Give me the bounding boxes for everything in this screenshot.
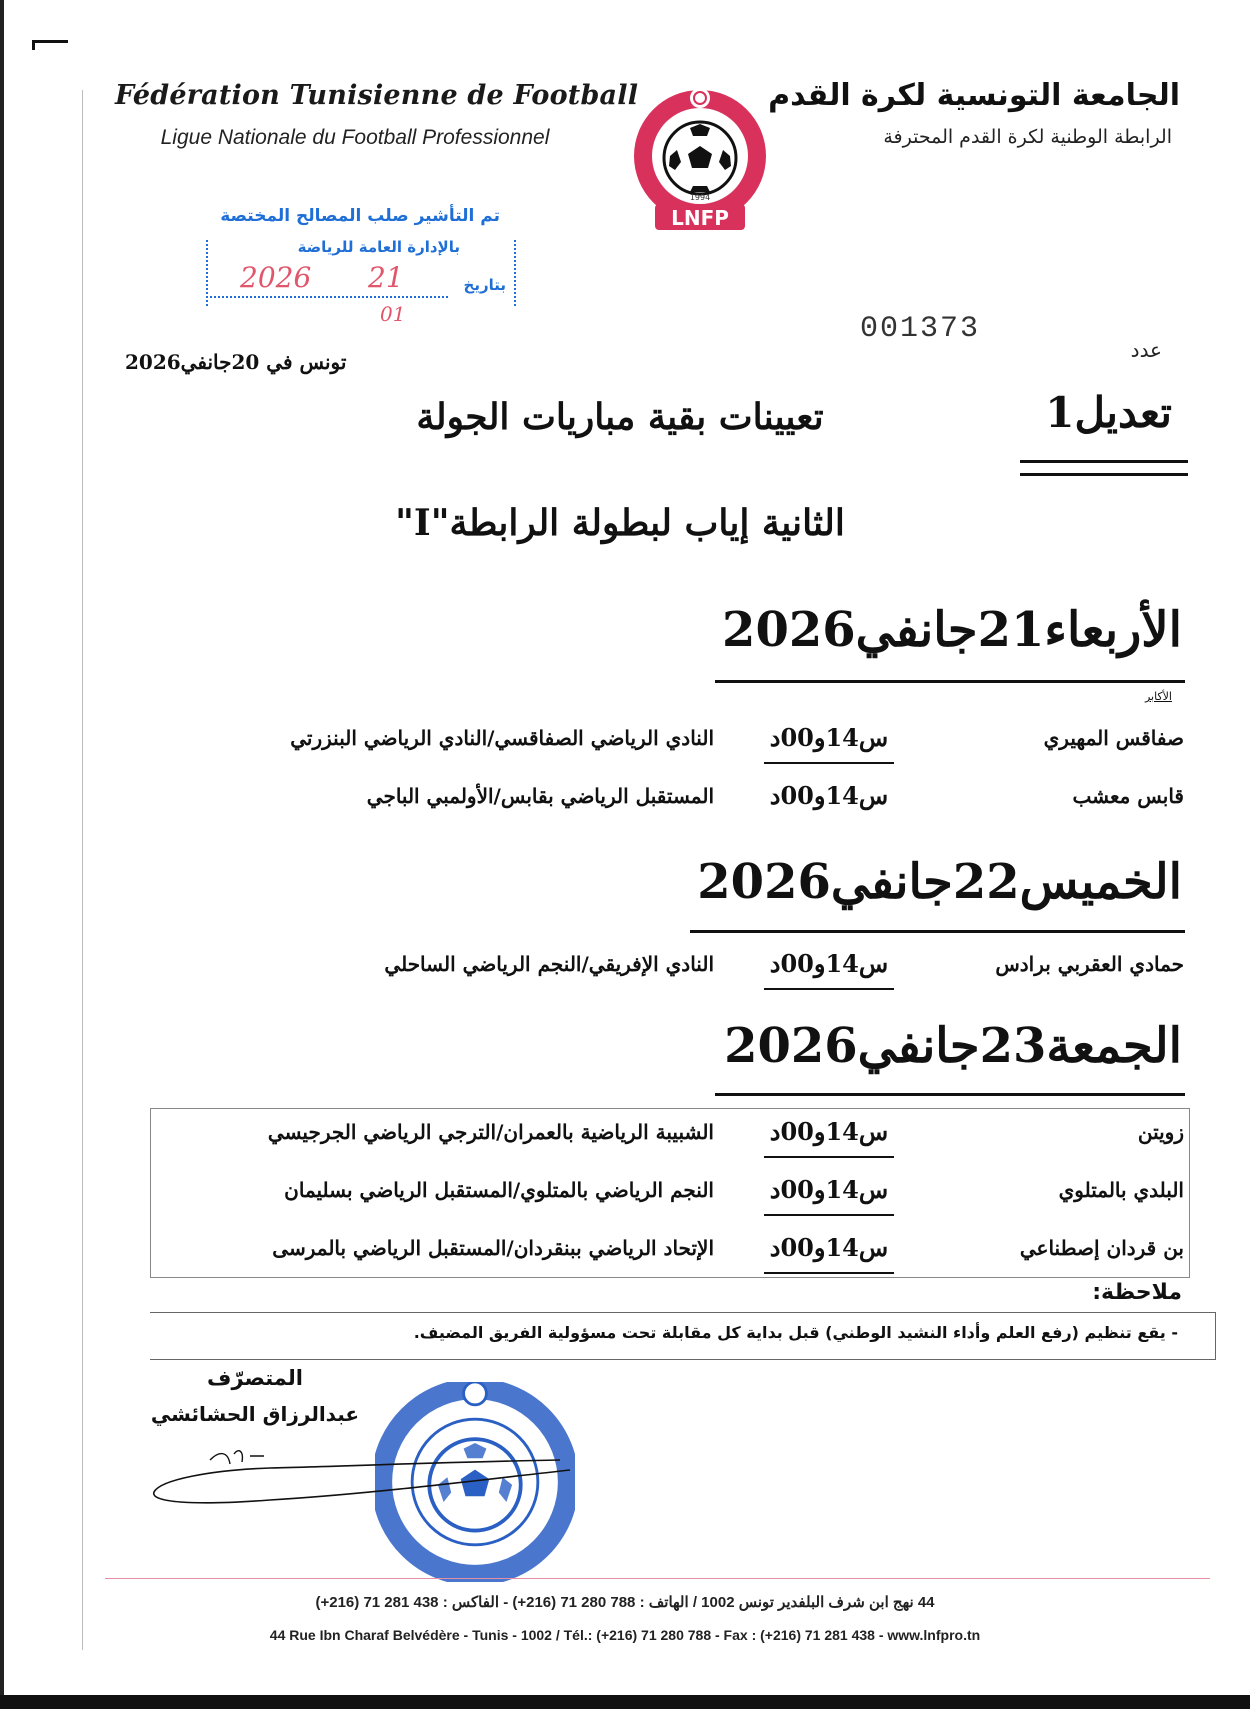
stamp-handwritten-day: 21	[368, 261, 404, 294]
match-row	[64, 1117, 1184, 1160]
day-rule	[715, 680, 1185, 683]
scan-left-edge	[0, 0, 4, 1709]
amendment-underline	[1020, 460, 1188, 476]
match-time: س14و00د	[764, 949, 894, 990]
title-line-1: تعيينات بقية مباريات الجولة	[416, 396, 824, 438]
day-heading-wednesday: الأربعاء21جانفي2026	[722, 602, 1182, 658]
match-teams: المستقبل الرياضي بقابس/الأولمبي الباجي	[366, 784, 714, 808]
stamp-border-left	[206, 240, 208, 306]
lnfp-logo-icon	[615, 86, 785, 234]
signatory-name: عبدالرزاق الحشائشي	[150, 1402, 360, 1426]
stamp-handwritten-month: 01	[380, 302, 406, 326]
match-time: س14و00د	[764, 1117, 894, 1158]
stamp-border-right	[514, 240, 516, 306]
reference-label: عدد	[1130, 338, 1162, 362]
match-row	[64, 949, 1184, 992]
reference-number: 001373	[860, 312, 981, 346]
match-time: س14و00د	[764, 1175, 894, 1216]
federation-name-ar: الجامعة التونسية لكرة القدم	[768, 78, 1180, 113]
match-time: س14و00د	[764, 1233, 894, 1274]
title-line-2: الثانية إياب لبطولة الرابطة"I"	[395, 502, 845, 544]
scan-bottom-edge	[0, 1695, 1250, 1709]
match-time: س14و00د	[764, 723, 894, 764]
handwritten-signature-icon	[150, 1440, 580, 1510]
approval-stamp	[200, 200, 520, 330]
match-teams: النادي الإفريقي/النجم الرياضي الساحلي	[384, 952, 714, 976]
signatory-title: المتصرّف	[207, 1366, 303, 1390]
note-text: - يقع تنظيم (رفع العلم وأداء النشيد الوطني) قبل بداية كل مقابلة تحت مسؤولية الفريق المضيف.	[413, 1323, 1178, 1342]
footer-divider	[105, 1578, 1210, 1579]
stamp-line-2: بالإدارة العامة للرياضة	[297, 238, 460, 256]
stamp-line-1: تم التأشير صلب المصالح المختصة	[220, 206, 500, 226]
day-rule	[715, 1093, 1185, 1096]
stamp-handwritten-year: 2026	[240, 261, 312, 294]
match-row	[64, 1233, 1184, 1276]
match-teams: الإتحاد الرياضي ببنقردان/المستقبل الرياضي بالمرسى	[272, 1236, 714, 1260]
match-teams: النجم الرياضي بالمتلوي/المستقبل الرياضي بسليمان	[284, 1178, 714, 1202]
category-label: الأكابر	[1144, 690, 1172, 703]
logo-acronym: LNFP	[671, 206, 729, 230]
corner-mark	[32, 40, 68, 43]
day-rule	[690, 930, 1185, 933]
note-label: ملاحظة:	[1092, 1280, 1182, 1305]
match-venue: صفاقس المهيري	[1043, 726, 1184, 750]
match-venue: بن قردان إصطناعي	[1019, 1236, 1184, 1260]
footer-address-fr: 44 Rue Ibn Charaf Belvédère - Tunis - 1002 / Tél.: (+216) 71 280 788 - Fax : (+216) 71 281 438 - www.lnfpro.tn	[269, 1627, 981, 1643]
day-heading-thursday: الخميس22جانفي2026	[697, 854, 1182, 910]
match-time: س14و00د	[769, 781, 889, 810]
stamp-dotted-line	[210, 296, 448, 298]
match-teams: النادي الرياضي الصفاقسي/النادي الرياضي البنزرتي	[290, 726, 714, 750]
match-row	[64, 723, 1184, 766]
match-row	[64, 1175, 1184, 1218]
match-venue: قابس معشب	[1072, 784, 1184, 808]
logo-year: 1994	[689, 193, 711, 202]
match-teams: الشبيبة الرياضية بالعمران/الترجي الرياضي الجرجيسي	[267, 1120, 714, 1144]
stamp-date-label: بتاريخ	[463, 276, 506, 294]
league-name-fr: Ligue Nationale du Football Professionnel	[160, 126, 550, 149]
scan-margin-line	[82, 90, 83, 1650]
league-name-ar: الرابطة الوطنية لكرة القدم المحترفة	[883, 126, 1172, 148]
amendment-label: تعديل1	[1045, 388, 1172, 437]
federation-name-fr: Fédération Tunisienne de Football	[115, 80, 639, 111]
issue-date: تونس في 20جانفي2026	[125, 350, 347, 374]
day-heading-friday: الجمعة23جانفي2026	[724, 1018, 1182, 1074]
match-venue: حمادي العقربي برادس	[995, 952, 1184, 976]
match-venue: زويتن	[1137, 1120, 1184, 1144]
match-row	[64, 781, 1184, 824]
match-venue: البلدي بالمتلوي	[1058, 1178, 1184, 1202]
footer-address-ar: 44 نهج ابن شرف البلفدير تونس 1002 / الهاتف : 788 280 71 (216+) - الفاكس : 438 281 71 (216+)	[315, 1594, 935, 1611]
